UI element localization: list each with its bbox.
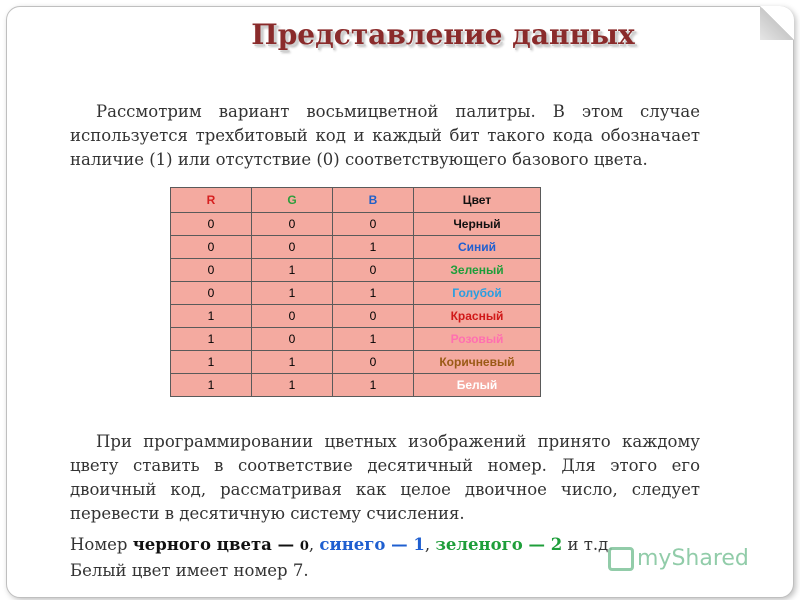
number-paragraph [70,533,700,583]
watermark-logo-icon [608,547,634,571]
bit-b-cell: 0 [333,213,414,236]
color-name-cell: Розовый [414,328,541,351]
bit-g-cell: 1 [252,351,333,374]
table-row [171,236,541,259]
etc-text: и т.д. [562,535,614,554]
intro-paragraph [70,100,700,172]
color-name-cell: Красный [414,305,541,328]
bit-r-cell: 0 [171,236,252,259]
bit-b-cell: 0 [333,305,414,328]
table-header-row [171,188,541,213]
blue-number: 1 [413,535,425,554]
comma-1: , [308,535,320,554]
table-row [171,282,541,305]
green-label: зеленого [435,535,523,554]
header-color [414,188,541,213]
bit-r-cell: 1 [171,328,252,351]
color-name-cell: Коричневый [414,351,541,374]
header-color-label: Цвет [462,193,492,207]
bit-b-cell: 1 [333,328,414,351]
bit-b-cell: 1 [333,282,414,305]
dash-3: — [522,535,551,554]
dash-1: — [271,535,300,554]
watermark-text: myShared [637,546,749,571]
header-b-label: B [368,193,378,207]
blue-label: синего [319,535,386,554]
color-name-cell: Зеленый [414,259,541,282]
bit-b-cell: 1 [333,374,414,397]
bit-r-cell: 0 [171,282,252,305]
color-table [170,187,541,397]
bit-g-cell: 0 [252,305,333,328]
color-name-cell: Черный [414,213,541,236]
table-row [171,213,541,236]
bit-g-cell: 1 [252,259,333,282]
bit-b-cell: 0 [333,351,414,374]
bit-g-cell: 0 [252,328,333,351]
bit-g-cell: 0 [252,236,333,259]
black-label: черного цвета [132,535,272,554]
dash-2: — [385,535,414,554]
programming-paragraph-text: При программировании цветных изображений принято каждому цвету ставить в соответствие десятичный номер. Для этого его двоичный код, рассматривая как целое двоичное число, следует перевести в десятичную систему счисления. [70,432,700,523]
bit-r-cell: 1 [171,351,252,374]
header-g [252,188,333,213]
table-row [171,351,541,374]
bit-b-cell: 1 [333,236,414,259]
table-row [171,328,541,351]
slide-title: Представление данных [251,18,635,51]
header-b [333,188,414,213]
bit-r-cell: 1 [171,374,252,397]
table-row [171,259,541,282]
bit-r-cell: 0 [171,259,252,282]
bit-g-cell: 1 [252,282,333,305]
header-r [171,188,252,213]
green-number: 2 [550,535,563,554]
programming-paragraph [70,430,700,526]
white-number-text: Белый цвет имеет номер 7. [70,561,309,580]
black-number: 0 [299,539,309,554]
number-text-start: Номер [70,535,133,554]
bit-g-cell: 0 [252,213,333,236]
color-name-cell: Голубой [414,282,541,305]
header-g-label: G [287,193,297,207]
header-r-label: R [206,193,216,207]
bit-b-cell: 0 [333,259,414,282]
comma-2: , [424,535,436,554]
watermark [608,546,749,571]
table-row [171,374,541,397]
bit-r-cell: 1 [171,305,252,328]
color-name-cell: Синий [414,236,541,259]
bit-r-cell: 0 [171,213,252,236]
color-name-cell: Белый [414,374,541,397]
bit-g-cell: 1 [252,374,333,397]
table-row [171,305,541,328]
intro-paragraph-text: Рассмотрим вариант восьмицветной палитры. В этом случае используется трехбитовый код и каждый бит такого кода обозначает наличие (1) или отсутствие (0) соответствующего базового цвета. [70,102,700,169]
